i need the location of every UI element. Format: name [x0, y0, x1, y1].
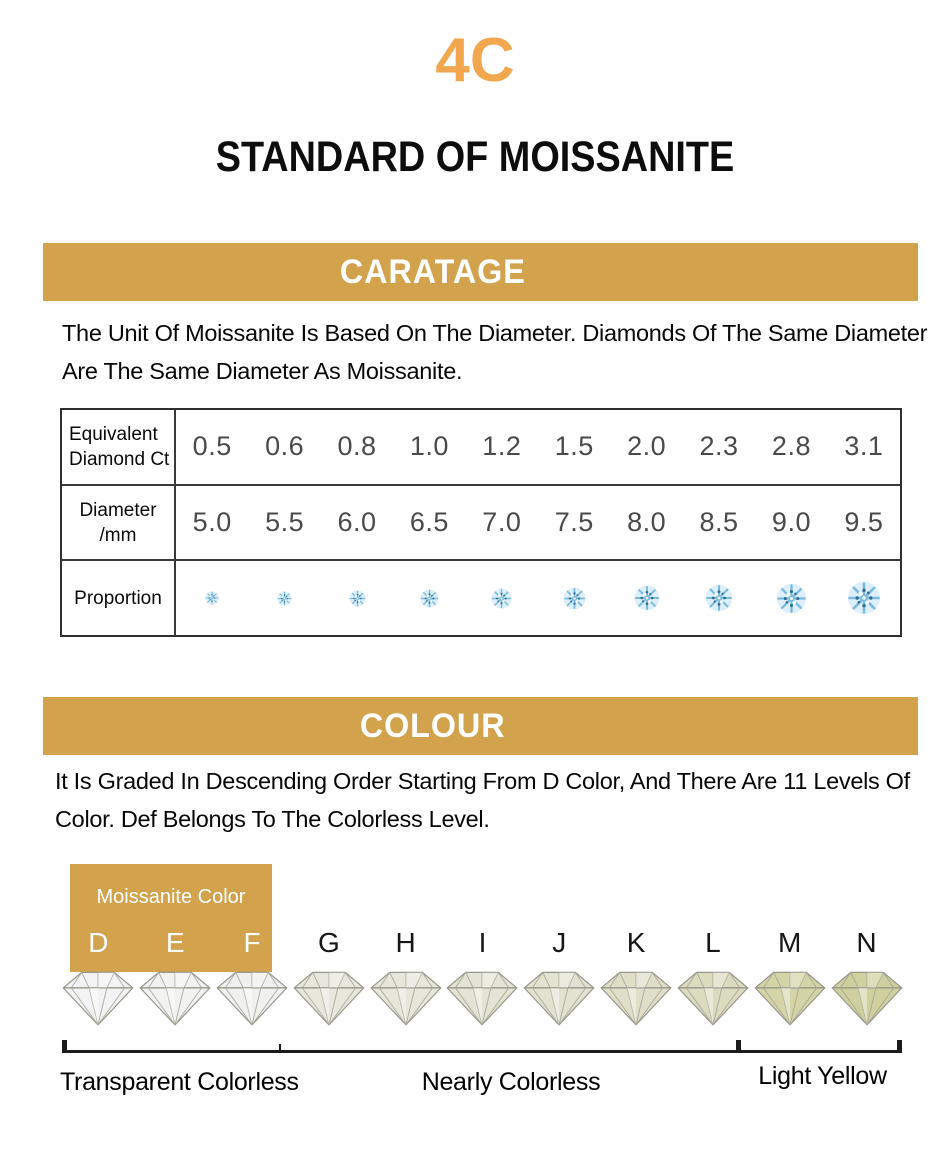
table-cell [466, 561, 538, 635]
diamond-gem-icon [599, 970, 673, 1028]
bracket-tick [736, 1040, 741, 1053]
row-header-line: /mm [99, 524, 137, 546]
grade-cell [60, 970, 137, 1028]
diamond-gem-icon [522, 970, 596, 1028]
table-cell: 2.3 [699, 431, 739, 462]
color-grade-chart [60, 862, 905, 1112]
grade-cell [214, 970, 291, 1028]
table-cell: 2.0 [627, 431, 667, 462]
grade-letter: E [165, 927, 185, 958]
table-cell: 0.5 [192, 431, 232, 462]
table-cell: 2.8 [771, 431, 811, 462]
group-label-transparent-colorless: Transparent Colorless [60, 1068, 299, 1096]
grade-letter: M [778, 927, 802, 958]
colour-description [55, 762, 910, 838]
grade-cell [751, 970, 828, 1028]
table-cell: 9.5 [844, 507, 884, 537]
grade-diamonds-row [60, 970, 905, 1028]
grade-cell [828, 970, 905, 1028]
diamond-gem-icon [138, 970, 212, 1028]
caratage-description [62, 314, 927, 390]
proportion-gem-icon [776, 583, 807, 614]
table-cell: 8.5 [699, 507, 739, 537]
colour-description-line-2: Color. Def Belongs To The Colorless Level. [55, 806, 490, 832]
row-header-line: Equivalent [69, 423, 158, 445]
group-label-nearly-colorless: Nearly Colorless [421, 1068, 601, 1096]
row-header-diameter-mm [62, 486, 176, 560]
table-cell [610, 561, 682, 635]
table-cell: 8.0 [627, 507, 667, 537]
diamond-gem-icon [753, 970, 827, 1028]
row-header-line: Proportion [74, 587, 162, 609]
grade-cell [367, 970, 444, 1028]
group-label-light-yellow: Light Yellow [758, 1062, 887, 1090]
table-cell: 5.0 [192, 507, 232, 537]
table-cell: 1.5 [554, 431, 594, 462]
proportion-gem-icon [491, 588, 512, 609]
diamond-gem-icon [61, 970, 135, 1028]
page-subtitle: STANDARD OF MOISSANITE [215, 133, 735, 181]
table-cell: 6.0 [337, 507, 377, 537]
table-cell [176, 561, 248, 635]
grade-letter: K [626, 927, 646, 958]
table-cell: 0.6 [265, 431, 305, 462]
diamond-gem-icon [830, 970, 904, 1028]
table-cell: 1.2 [482, 431, 522, 462]
page-title: 4C [435, 26, 515, 95]
grade-cell [598, 970, 675, 1028]
table-cell: 7.5 [554, 507, 594, 537]
row-header-line: Diameter [79, 499, 157, 521]
table-cell: 3.1 [844, 431, 884, 462]
diamond-gem-icon [215, 970, 289, 1028]
table-cell [683, 561, 755, 635]
proportion-gem-icon [205, 591, 219, 605]
table-cell: 6.5 [409, 507, 449, 537]
colour-banner [43, 697, 918, 755]
proportion-gem-icon [705, 584, 733, 612]
colour-description-line-1: It Is Graded In Descending Order Starting From D Color, And There Are 11 Levels Of [55, 768, 910, 794]
proportion-gems [176, 561, 900, 635]
caratage-banner-label: CARATAGE [339, 252, 526, 291]
grade-letters-row [60, 926, 905, 960]
diamond-gem-icon [676, 970, 750, 1028]
grade-cell [675, 970, 752, 1028]
row-header-line: Diamond Ct [69, 448, 170, 470]
diamond-gem-icon [445, 970, 519, 1028]
grade-letter: G [317, 927, 340, 958]
table-cell: 9.0 [771, 507, 811, 537]
table-row-diameter-mm [62, 486, 900, 562]
table-cell: 7.0 [482, 507, 522, 537]
caratage-description-line-1: The Unit Of Moissanite Is Based On The Diameter. Diamonds Of The Same Diameter [62, 320, 928, 346]
grade-letter: F [243, 927, 261, 958]
table-cell [393, 561, 465, 635]
table-cell: 5.5 [265, 507, 305, 537]
grade-letter: J [552, 927, 567, 958]
proportion-gem-icon [420, 589, 439, 608]
bracket-line [62, 1050, 902, 1053]
diamond-gem-icon [369, 970, 443, 1028]
equivalent-ct-values [176, 410, 900, 484]
diameter-values [176, 486, 900, 560]
grade-letter: N [856, 927, 877, 958]
grade-letter: L [705, 927, 721, 958]
moissanite-color-label: Moissanite Color [96, 886, 246, 908]
caratage-description-line-2: Are The Same Diameter As Moissanite. [62, 358, 463, 384]
caratage-banner [43, 243, 918, 301]
grade-cell [137, 970, 214, 1028]
proportion-gem-icon [349, 590, 366, 607]
bracket-tick [897, 1040, 902, 1053]
bracket-tick [279, 1044, 281, 1053]
grade-letter: D [88, 927, 109, 958]
grade-letter: H [395, 927, 416, 958]
row-header-proportion [62, 561, 176, 635]
proportion-gem-icon [563, 587, 586, 610]
table-cell: 1.0 [409, 431, 449, 462]
grade-cell [290, 970, 367, 1028]
table-row-proportion [62, 561, 900, 635]
proportion-gem-icon [847, 581, 881, 615]
grade-scale-bracket [62, 1038, 902, 1053]
table-cell [828, 561, 900, 635]
table-row-equivalent-diamond-ct [62, 410, 900, 486]
grade-letter: I [478, 927, 487, 958]
bracket-tick [62, 1040, 67, 1053]
grade-cell [444, 970, 521, 1028]
proportion-gem-icon [634, 585, 660, 611]
table-cell [321, 561, 393, 635]
proportion-gem-icon [277, 591, 292, 606]
caratage-table [60, 408, 902, 637]
diamond-gem-icon [292, 970, 366, 1028]
table-cell [248, 561, 320, 635]
colour-banner-label: COLOUR [359, 706, 506, 745]
table-cell: 0.8 [337, 431, 377, 462]
row-header-equivalent-diamond-ct [62, 410, 176, 484]
table-cell [538, 561, 610, 635]
grade-cell [521, 970, 598, 1028]
table-cell [755, 561, 827, 635]
